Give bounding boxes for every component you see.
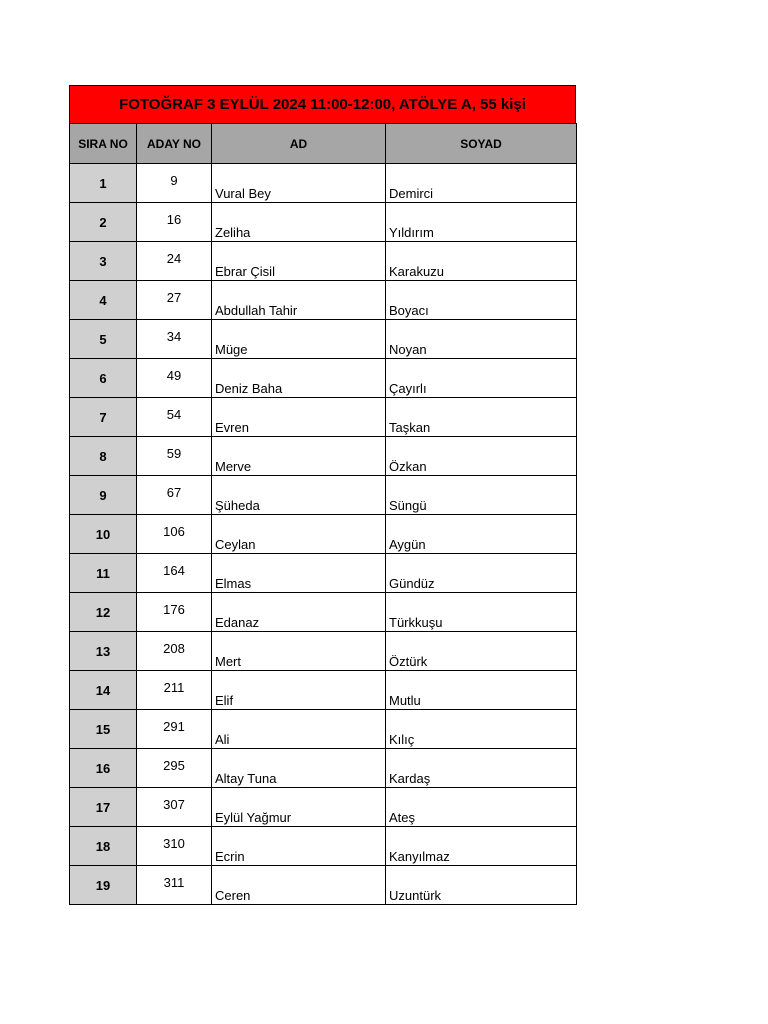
sira-no-cell: 15 [70,710,137,749]
ad-cell: Altay Tuna [212,749,386,788]
sira-no-cell: 11 [70,554,137,593]
soyad-cell: Kardaş [386,749,577,788]
soyad-cell: Uzuntürk [386,866,577,905]
ad-cell: Zeliha [212,203,386,242]
aday-no-cell: 291 [137,710,212,749]
header-sira-no: SIRA NO [70,124,137,164]
ad-cell: Şüheda [212,476,386,515]
sira-no-cell: 19 [70,866,137,905]
table-row [70,242,577,281]
aday-no-cell: 59 [137,437,212,476]
aday-no-cell: 310 [137,827,212,866]
soyad-cell: Karakuzu [386,242,577,281]
aday-no-cell: 208 [137,632,212,671]
sira-no-cell: 3 [70,242,137,281]
table-row [70,164,577,203]
aday-no-cell: 27 [137,281,212,320]
soyad-cell: Kanyılmaz [386,827,577,866]
ad-cell: Ceylan [212,515,386,554]
table-row [70,320,577,359]
soyad-cell: Demirci [386,164,577,203]
aday-no-cell: 106 [137,515,212,554]
sira-no-cell: 7 [70,398,137,437]
aday-no-cell: 311 [137,866,212,905]
table-row [70,437,577,476]
soyad-cell: Boyacı [386,281,577,320]
soyad-cell: Noyan [386,320,577,359]
soyad-cell: Özkan [386,437,577,476]
aday-no-cell: 49 [137,359,212,398]
table-row [70,827,577,866]
header-aday-no: ADAY NO [137,124,212,164]
aday-no-cell: 24 [137,242,212,281]
sira-no-cell: 13 [70,632,137,671]
sheet-title: FOTOĞRAF 3 EYLÜL 2024 11:00-12:00, ATÖLYE A, 55 kişi [69,85,576,123]
soyad-cell: Mutlu [386,671,577,710]
aday-no-cell: 295 [137,749,212,788]
header-ad: AD [212,124,386,164]
sira-no-cell: 2 [70,203,137,242]
aday-no-cell: 176 [137,593,212,632]
soyad-cell: Kılıç [386,710,577,749]
ad-cell: Edanaz [212,593,386,632]
sira-no-cell: 9 [70,476,137,515]
ad-cell: Eylül Yağmur [212,788,386,827]
table-row [70,359,577,398]
header-soyad: SOYAD [386,124,577,164]
aday-no-cell: 16 [137,203,212,242]
soyad-cell: Taşkan [386,398,577,437]
aday-no-cell: 67 [137,476,212,515]
soyad-cell: Aygün [386,515,577,554]
aday-no-cell: 211 [137,671,212,710]
header-row [70,124,577,164]
sira-no-cell: 14 [70,671,137,710]
roster-sheet [69,85,576,905]
aday-no-cell: 54 [137,398,212,437]
ad-cell: Vural Bey [212,164,386,203]
aday-no-cell: 307 [137,788,212,827]
table-row [70,710,577,749]
soyad-cell: Gündüz [386,554,577,593]
table-row [70,632,577,671]
sira-no-cell: 16 [70,749,137,788]
ad-cell: Ebrar Çisil [212,242,386,281]
sira-no-cell: 10 [70,515,137,554]
ad-cell: Abdullah Tahir [212,281,386,320]
sira-no-cell: 1 [70,164,137,203]
soyad-cell: Süngü [386,476,577,515]
ad-cell: Elmas [212,554,386,593]
roster-body [70,164,577,905]
table-row [70,671,577,710]
ad-cell: Evren [212,398,386,437]
table-row [70,398,577,437]
table-row [70,554,577,593]
soyad-cell: Ateş [386,788,577,827]
table-row [70,281,577,320]
sira-no-cell: 6 [70,359,137,398]
ad-cell: Deniz Baha [212,359,386,398]
table-row [70,515,577,554]
table-row [70,593,577,632]
soyad-cell: Yıldırım [386,203,577,242]
ad-cell: Ecrin [212,827,386,866]
ad-cell: Elif [212,671,386,710]
aday-no-cell: 34 [137,320,212,359]
soyad-cell: Çayırlı [386,359,577,398]
table-row [70,476,577,515]
ad-cell: Mert [212,632,386,671]
roster-table [69,123,577,905]
sira-no-cell: 12 [70,593,137,632]
sira-no-cell: 4 [70,281,137,320]
sira-no-cell: 17 [70,788,137,827]
table-row [70,203,577,242]
ad-cell: Ceren [212,866,386,905]
soyad-cell: Öztürk [386,632,577,671]
sira-no-cell: 8 [70,437,137,476]
table-row [70,749,577,788]
ad-cell: Merve [212,437,386,476]
roster-header [70,124,577,164]
table-row [70,788,577,827]
aday-no-cell: 164 [137,554,212,593]
sira-no-cell: 18 [70,827,137,866]
ad-cell: Ali [212,710,386,749]
table-row [70,866,577,905]
aday-no-cell: 9 [137,164,212,203]
ad-cell: Müge [212,320,386,359]
sira-no-cell: 5 [70,320,137,359]
soyad-cell: Türkkuşu [386,593,577,632]
